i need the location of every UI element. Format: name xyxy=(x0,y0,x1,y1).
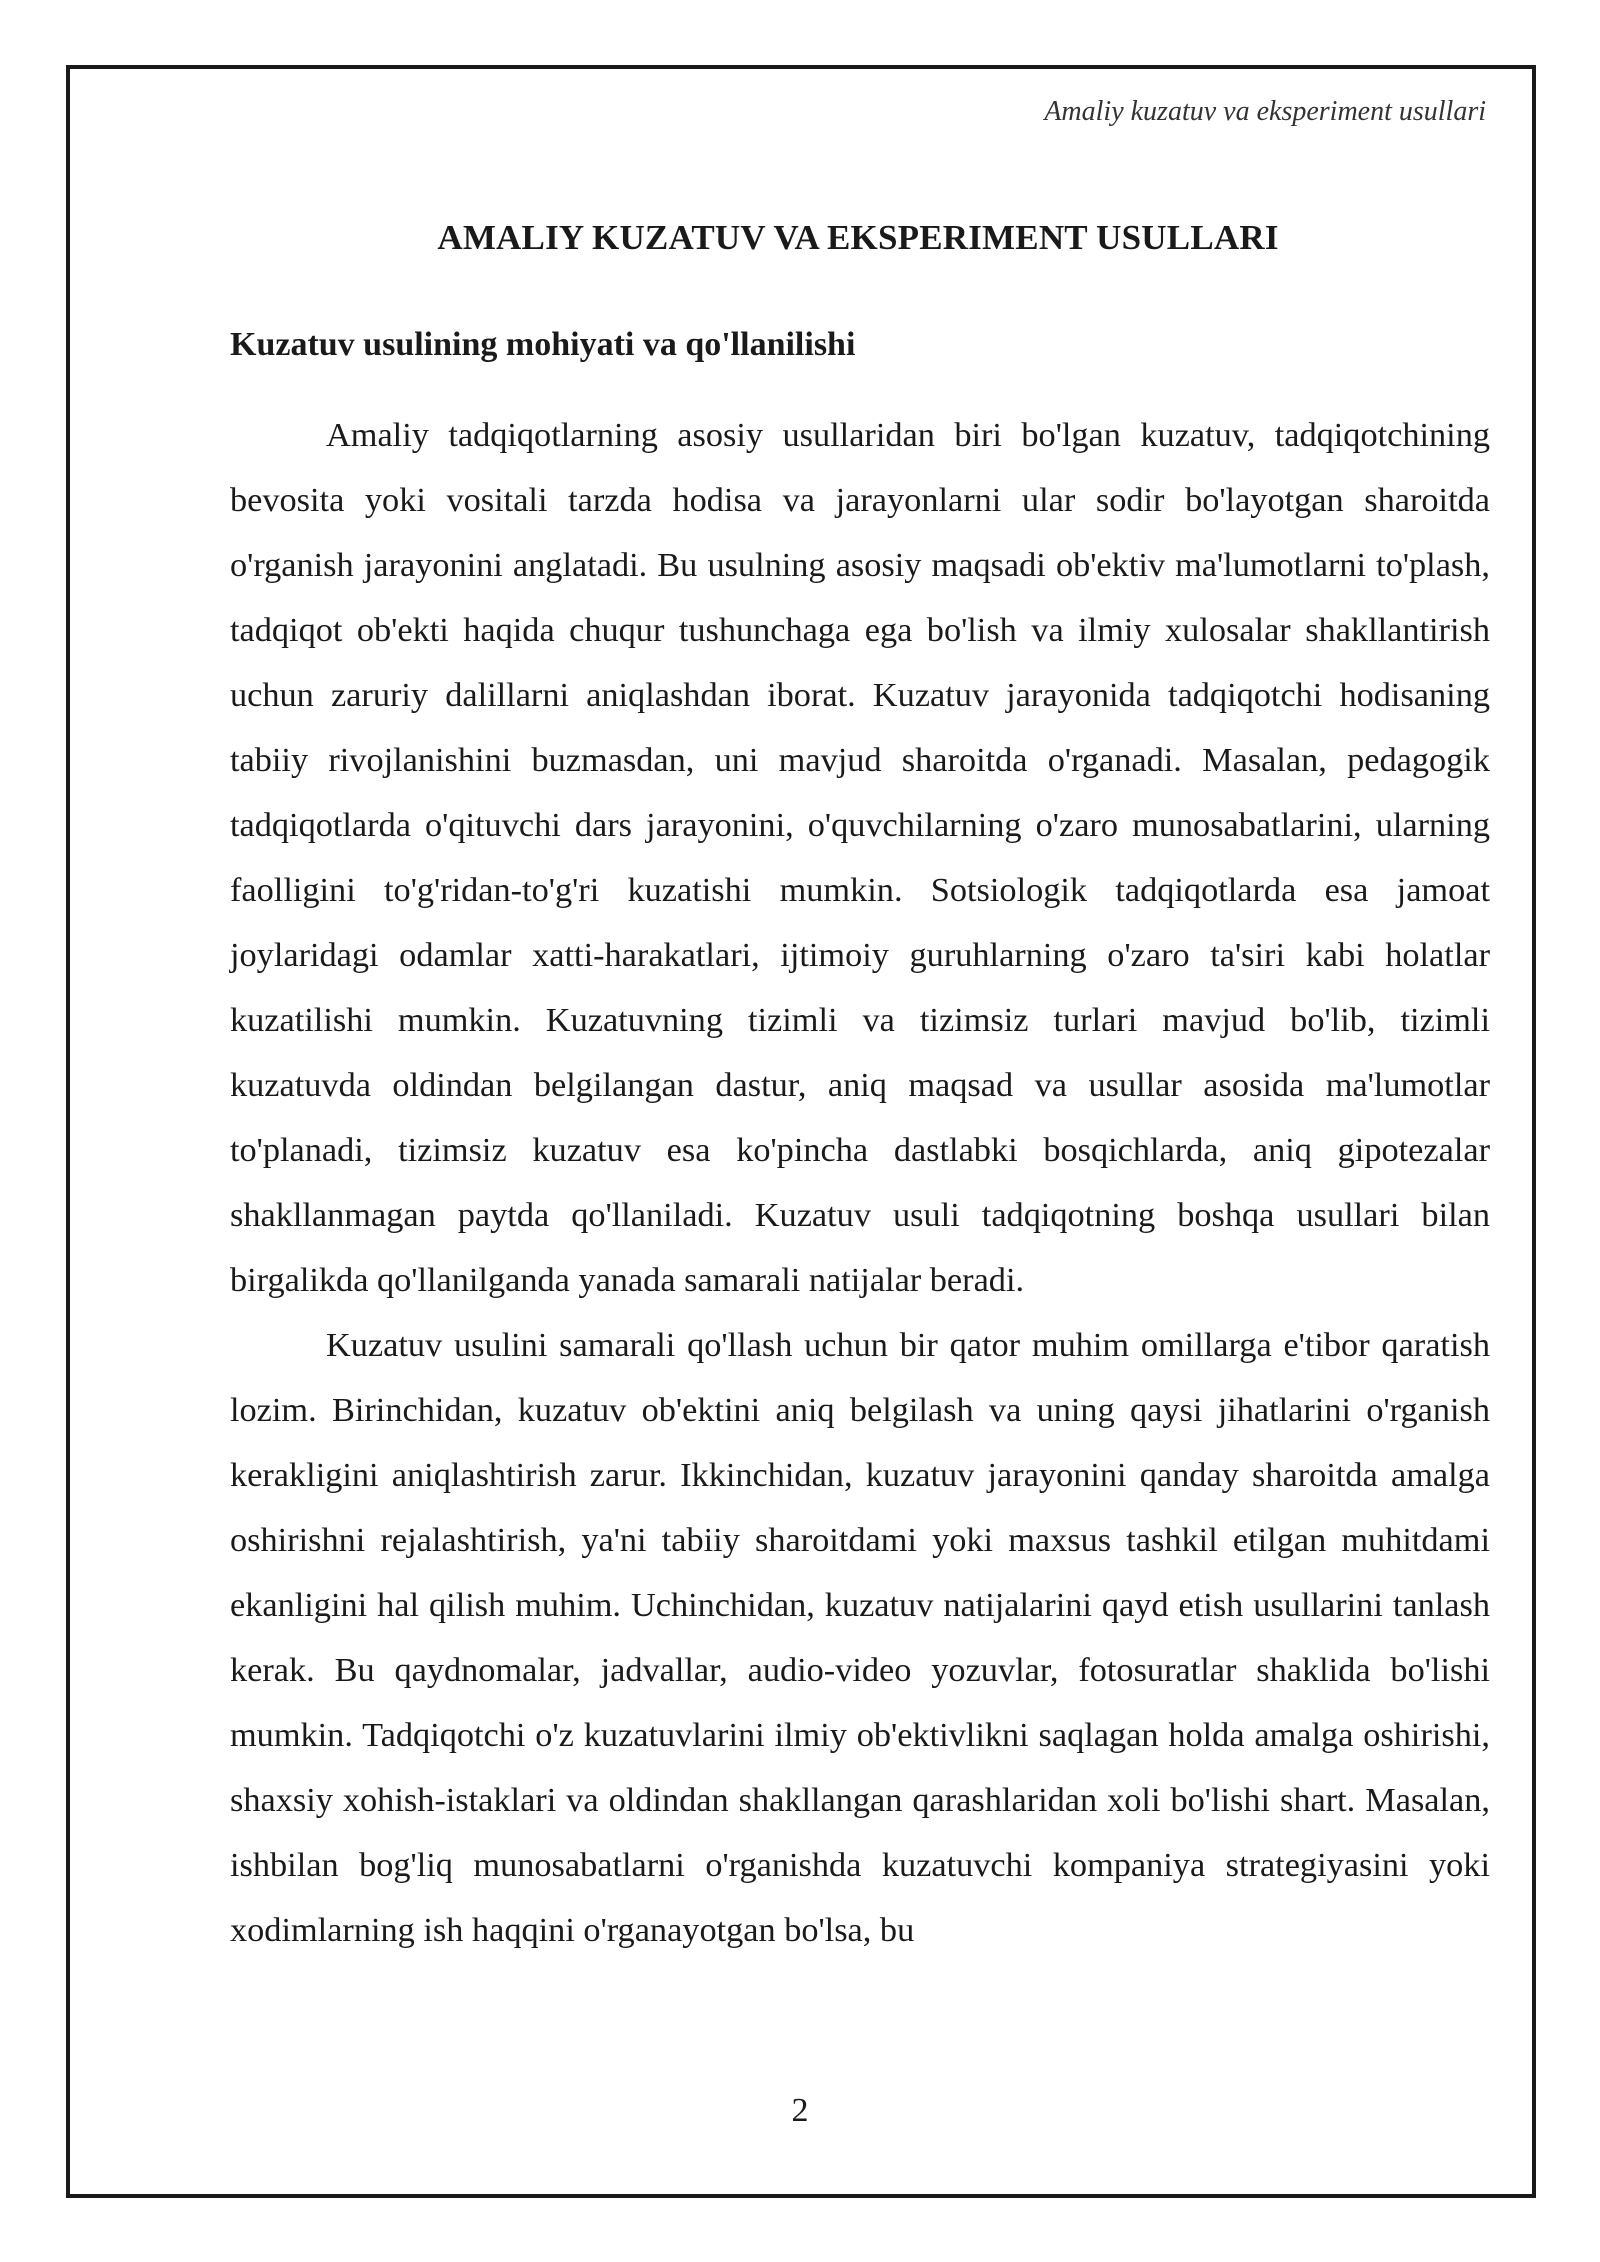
body-text xyxy=(230,403,1490,1963)
section-heading: Kuzatuv usulining mohiyati va qo'llanilishi xyxy=(230,326,856,363)
paragraph-2: Kuzatuv usulini samarali qo'llash uchun bir qator muhim omillarga e'tibor qaratish lozim. Birinchidan, kuzatuv ob'ektini aniq belgilash va uning qaysi jihatlarini o'rganish kerakligini aniqlashtirish zarur. Ikkinchidan, kuzatuv jarayonini qanday sharoitda amalga oshirishni rejalashtirish, ya'ni tabiiy sharoitdami yoki maxsus tashkil etilgan muhitdami ekanligini hal qilish muhim. Uchinchidan, kuzatuv natijalarini qayd etish usullarini tanlash kerak. Bu qaydnomalar, jadvallar, audio-video yozuvlar, fotosuratlar shaklida bo'lishi mumkin. Tadqiqotchi o'z kuzatuvlarini ilmiy ob'ektivlikni saqlagan holda amalga oshirishi, shaxsiy xohish-istaklari va oldindan shakllangan qarashlaridan xoli bo'lishi shart. Masalan, ishbilan bog'liq munosabatlarni o'rganishda kuzatuvchi kompaniya strategiyasini yoki xodimlarning ish haqqini o'rganayotgan bo'lsa, bu xyxy=(230,1326,1490,1949)
running-header: Amaliy kuzatuv va eksperiment usullari xyxy=(1044,96,1486,127)
document-title: AMALIY KUZATUV VA EKSPERIMENT USULLARI xyxy=(437,218,1279,257)
page-number: 2 xyxy=(791,2092,809,2129)
paragraph-1: Amaliy tadqiqotlarning asosiy usullaridan biri bo'lgan kuzatuv, tadqiqotchining bevosita yoki vositali tarzda hodisa va jarayonlarni ular sodir bo'layotgan sharoitda o'rganish jarayonini anglatadi. Bu usulning asosiy maqsadi ob'ektiv ma'lumotlarni to'plash, tadqiqot ob'ekti haqida chuqur tushunchaga ega bo'lish va ilmiy xulosalar shakllantirish uchun zaruriy dalillarni aniqlashdan iborat. Kuzatuv jarayonida tadqiqotchi hodisaning tabiiy rivojlanishini buzmasdan, uni mavjud sharoitda o'rganadi. Masalan, pedagogik tadqiqotlarda o'qituvchi dars jarayonini, o'quvchilarning o'zaro munosabatlarini, ularning faolligini to'g'ridan-to'g'ri kuzatishi mumkin. Sotsiologik tadqiqotlarda esa jamoat joylaridagi odamlar xatti-harakatlari, ijtimoiy guruhlarning o'zaro ta'siri kabi holatlar kuzatilishi mumkin. Kuzatuvning tizimli va tizimsiz turlari mavjud bo'lib, tizimli kuzatuvda oldindan belgilangan dastur, aniq maqsad va usullar asosida ma'lumotlar to'planadi, tizimsiz kuzatuv esa ko'pincha dastlabki bosqichlarda, aniq gipotezalar shakllanmagan paytda qo'llaniladi. Kuzatuv usuli tadqiqotning boshqa usullari bilan birgalikda qo'llanilganda yanada samarali natijalar beradi. xyxy=(230,416,1490,1299)
